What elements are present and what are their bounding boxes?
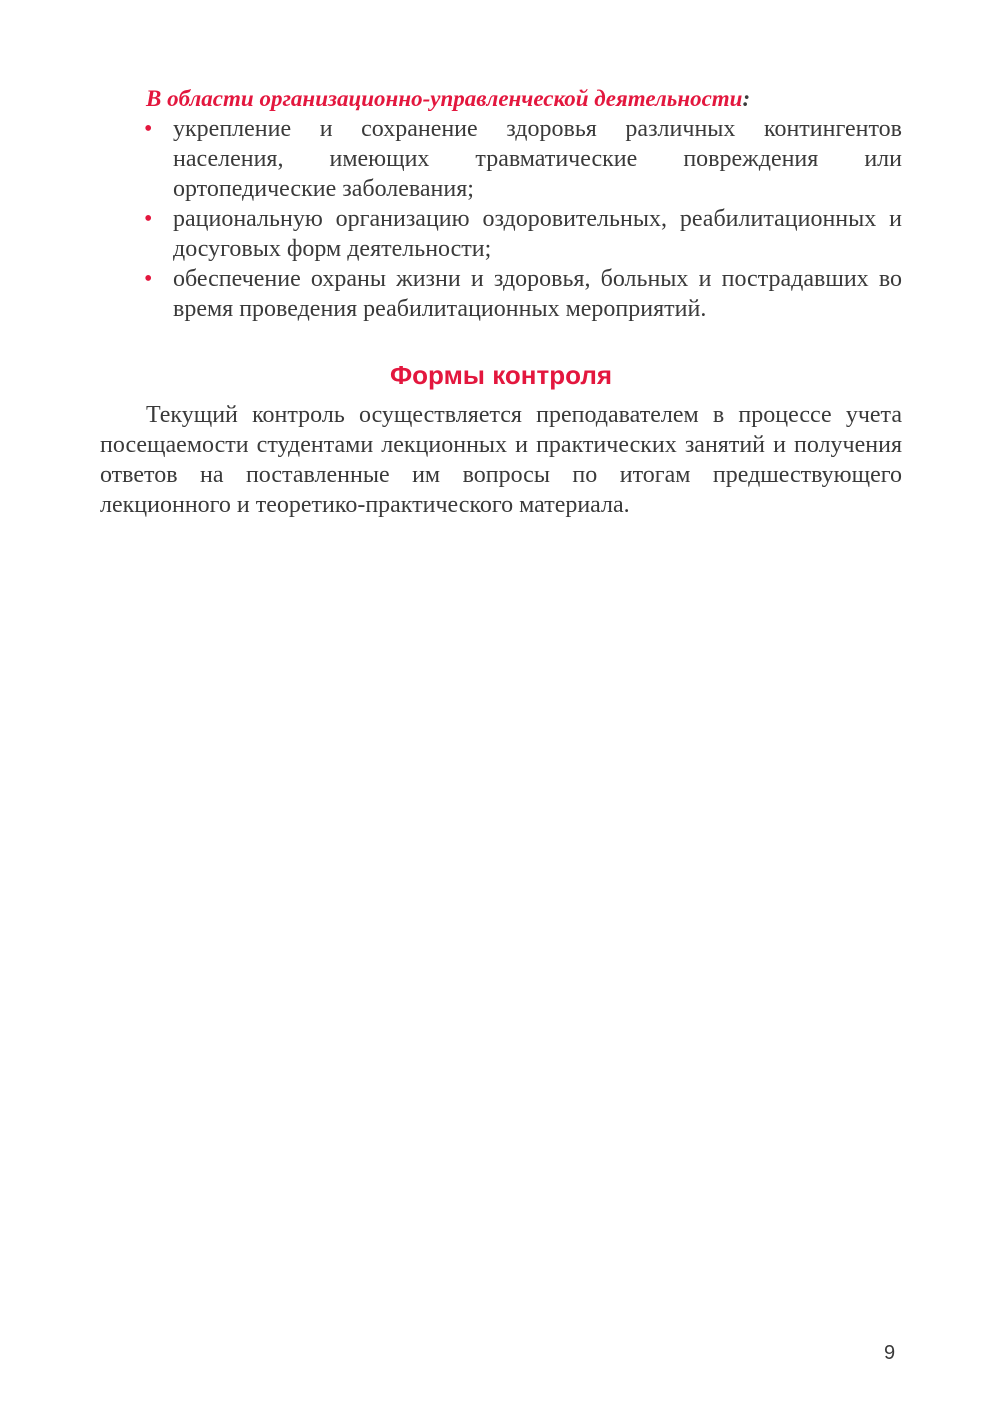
bullet-icon: • bbox=[144, 116, 153, 142]
section-intro-colon: : bbox=[742, 86, 751, 111]
bullet-list bbox=[100, 114, 902, 324]
list-item-text: рациональную организацию оздоровительных, реабилитационных и досуговых форм деятельности; bbox=[173, 206, 902, 262]
section-intro-label: В области организационно-управленческой деятельности bbox=[146, 86, 743, 111]
list-item bbox=[100, 114, 902, 204]
section-intro bbox=[146, 84, 902, 114]
list-item-text: обеспечение охраны жизни и здоровья, больных и пострадавших во время проведения реабилитационных мероприятий. bbox=[173, 266, 902, 322]
bullet-icon: • bbox=[144, 266, 153, 292]
bullet-icon: • bbox=[144, 206, 153, 232]
body-paragraph: Текущий контроль осуществляется преподавателем в процессе учета посещаемости студентами лекционных и практических занятий и получения ответов на поставленные им вопросы по итогам предшествующего лекционного и теоретико-практического материала. bbox=[100, 402, 902, 518]
list-item-text: укрепление и сохранение здоровья различных контингентов населения, имеющих травматические повреждения или ортопедические заболевания; bbox=[173, 116, 902, 202]
page-number: 9 bbox=[884, 1342, 896, 1364]
list-item bbox=[100, 264, 902, 324]
list-item bbox=[100, 204, 902, 264]
section-heading: Формы контроля bbox=[389, 360, 613, 390]
document-page bbox=[100, 84, 902, 520]
